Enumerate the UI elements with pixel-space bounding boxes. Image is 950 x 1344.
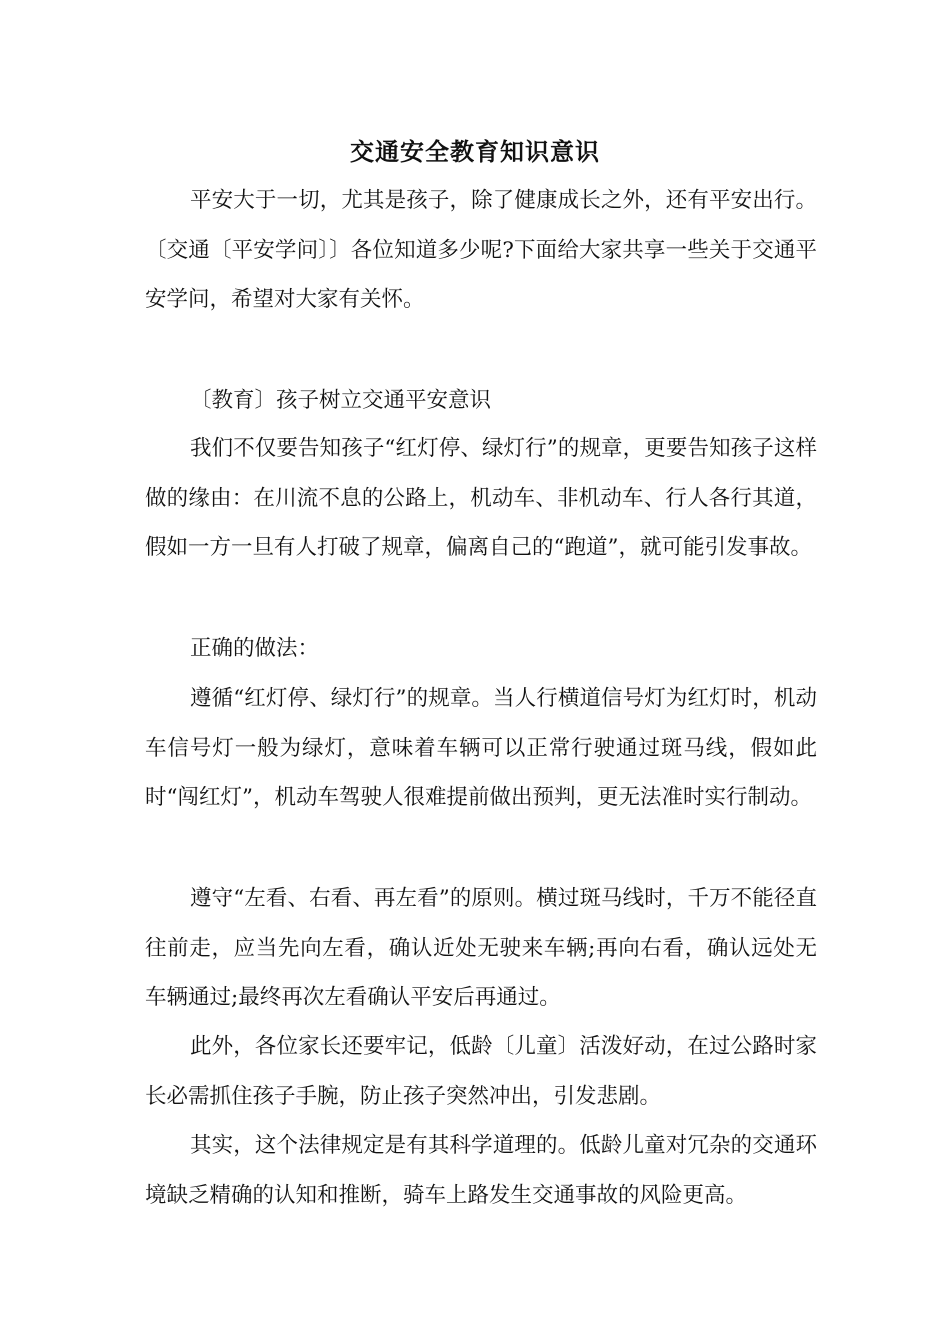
- law-paragraph: 其实，这个法律规定是有其科学道理的。低龄儿童对冗杂的交通环境缺乏精确的认知和推断，骑车上路发生交通事故的风险更高。: [145, 1133, 817, 1208]
- section-heading: 〔教育〕孩子树立交通平安意识: [190, 388, 492, 413]
- intro-paragraph: 平安大于一切，尤其是孩子，除了健康成长之外，还有平安出行。〔交通〔平安学问〕〕各位知道多少呢?下面给大家共享一些关于交通平安学问，希望对大家有关怀。: [145, 188, 817, 312]
- rule-red-light-paragraph: 遵循“红灯停、绿灯行”的规章。当人行横道信号灯为红灯时，机动车信号灯一般为绿灯，意味着车辆可以正常行驶通过斑马线，假如此时“闯红灯”，机动车驾驶人很难提前做出预判，更无法准时实行制动。: [145, 686, 817, 810]
- reason-paragraph: 我们不仅要告知孩子“红灯停、绿灯行”的规章，更要告知孩子这样做的缘由：在川流不息的公路上，机动车、非机动车、行人各行其道，假如一方一旦有人打破了规章，偏离自己的“跑道”，就可能引发事故。: [145, 436, 817, 560]
- parents-paragraph: 此外，各位家长还要牢记，低龄〔儿童〕活泼好动，在过公路时家长必需抓住孩子手腕，防止孩子突然冲出，引发悲剧。: [145, 1034, 817, 1109]
- document-title: 交通安全教育知识意识: [350, 137, 600, 166]
- correct-method-label: 正确的做法：: [190, 636, 320, 661]
- rule-look-left-right-paragraph: 遵守“左看、右看、再左看”的原则。横过斑马线时，千万不能径直往前走，应当先向左看，确认近处无驶来车辆;再向右看，确认远处无车辆通过;最终再次左看确认平安后再通过。: [145, 886, 817, 1010]
